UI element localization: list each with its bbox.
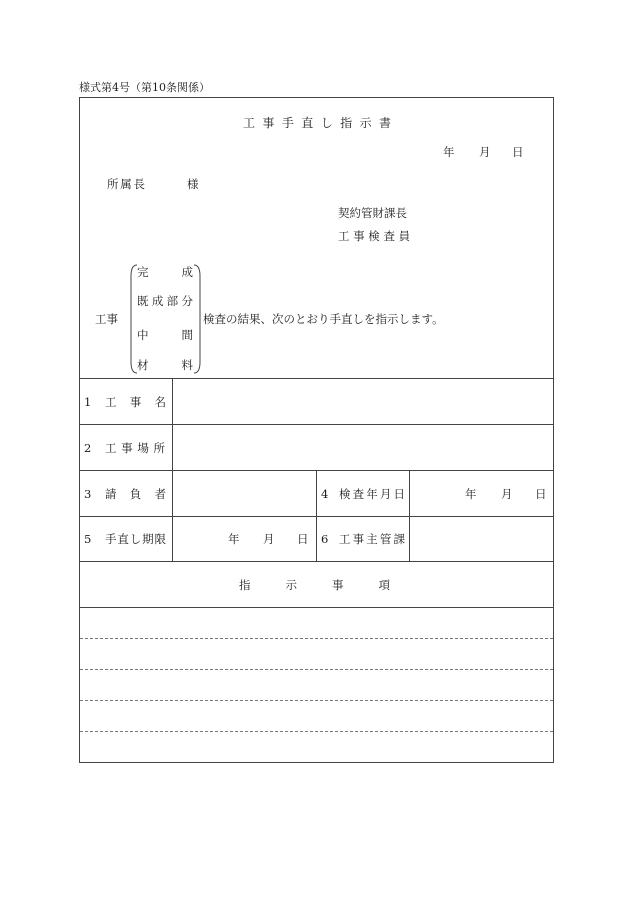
field-value-contractor [173, 471, 315, 516]
field-label-construction-site: 工事場所 [105, 441, 165, 455]
addressee-honorific: 様 [187, 177, 199, 191]
issue-date-day-label: 日 [512, 145, 524, 159]
field-number: 5 [84, 532, 92, 546]
field-value-construction-name [173, 379, 552, 424]
field-number: 1 [84, 395, 92, 409]
field-label-inspection-date: 検査年月日 [339, 487, 405, 501]
field-value-construction-site [173, 425, 552, 470]
field-number: 4 [321, 487, 329, 501]
right-bracket [193, 264, 201, 374]
inspection-message: 検査の結果、次のとおり手直しを指示します。 [203, 312, 444, 326]
instruction-line [80, 669, 553, 670]
instructions-heading: 指 示 事 項 [239, 578, 390, 592]
issuer-contract-manager: 契約管財課長 [338, 206, 407, 220]
issuer-inspector: 工 事 検 査 員 [338, 229, 411, 243]
field-label-construction-name: 工 事 名 [105, 395, 166, 409]
column-divider-middle [316, 470, 317, 561]
form-number: 様式第4号（第10条関係） [79, 81, 210, 94]
field-number: 3 [84, 487, 92, 501]
instruction-line [80, 638, 553, 639]
inspection-date-month-label: 月 [501, 487, 513, 501]
deadline-month-label: 月 [263, 532, 275, 546]
inspection-type-materials: 材 料 [137, 358, 193, 372]
instruction-line [80, 731, 553, 732]
inspection-date-day-label: 日 [535, 487, 547, 501]
field-label-deadline: 手直し期限 [105, 532, 166, 546]
inspection-date-year-label: 年 [465, 487, 477, 501]
addressee-title: 所属長 [107, 177, 145, 191]
divider-row-5 [80, 607, 553, 608]
form-title: 工 事 手 直 し 指 示 書 [243, 116, 391, 130]
field-value-supervising-section [410, 517, 552, 561]
divider-row-4 [80, 561, 553, 562]
inspection-type-interim: 中 間 [137, 328, 193, 342]
issue-date-month-label: 月 [479, 145, 491, 159]
inspection-label: 工事 [95, 312, 118, 326]
inspection-type-partial: 既成部分 [137, 294, 193, 308]
inspection-type-completion: 完 成 [137, 265, 193, 279]
instruction-line [80, 700, 553, 701]
deadline-year-label: 年 [228, 532, 240, 546]
issue-date-year-label: 年 [443, 145, 455, 159]
field-number: 2 [84, 441, 92, 455]
deadline-day-label: 日 [297, 532, 309, 546]
field-number: 6 [321, 532, 329, 546]
field-label-supervising-section: 工事主管課 [339, 532, 405, 546]
field-label-contractor: 請 負 者 [105, 487, 166, 501]
